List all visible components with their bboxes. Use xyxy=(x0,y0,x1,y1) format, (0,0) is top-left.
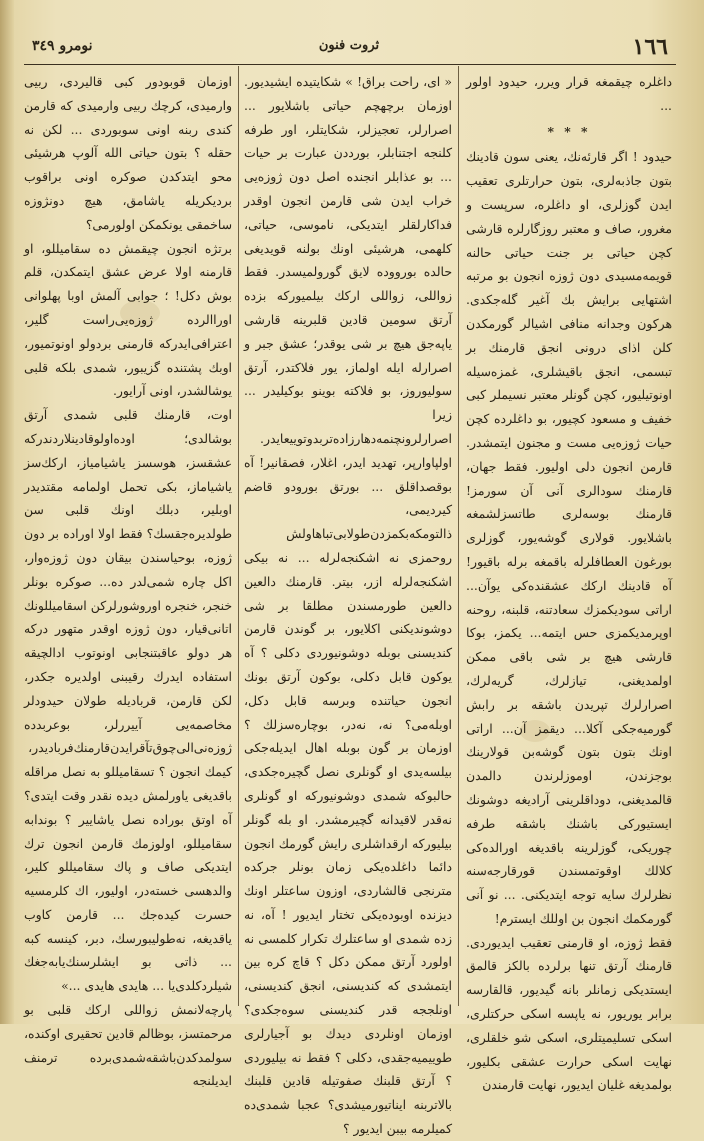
column-right xyxy=(466,70,672,1093)
paragraph: داغلره چیقمغه قرار ویرر، حیدود اولور ... xyxy=(466,74,672,113)
header-rule xyxy=(24,64,676,65)
paragraph: برتژه انجون چیقمش ده سقامیللو، او قارمنه اولا عرض عشق ایتمکدن، قلم بوش دکل! ؛ جوابی آلمش اوبا پهلوانی اوراالرده ژوزه‌یی‌راست گلیر، اعترافی‌ایدرکه قارمنی بردولو اونوتمیور، اوبك پشتنده گزیبور، شمدی بلکه قلبی یوشالشدر، اونی آرایور. xyxy=(24,240,232,399)
column-middle xyxy=(244,70,452,1137)
paragraph: « ای، راحت براق! » شکایتیده ایشیدیور. اوزمان برچهچم حیاتی باشلایور ... اصرارلر، تعجیزلر، شکایتلر، اور طرفه کلنجه اجتنابلر، بورددن عبارت بر حیات ... بو عذابلر انجنده اصل دون ژوزه‌یی خراب ایدن شی قارمن انجون اوقدر فداکارلقلر ایتدیکی، ناموسی، حیاتی، کلهمی، هرشیئی اونك بولنه قویدیغی حالده بورووده لایق گورولمیسدر. فقط زواللی، زواللی اركك بیلمیورکه بزده آرتق سومین قادین قلبرینه قارشی یاپه‌جق هیچ بر شی یوقدر؛ عشق جبر و اصرارله ایله اولماز، یور فلاکتدر، آرتق سولیوروز، بو فلاکته بوینو بوکیلیدر ... زیرا اصرارلرونچنمه‌دهارزاده‌تربدوتوییعایدر. اولپاوارپر، تهدید ایدر، اغلار، فصقانیر! آه بوقصداقلق ... بورتق بورودو قاضم کیردیمی، ذالتومکه‌بکمزدن‌طولابی‌تباهاولش روحمزی نه اشکنجه‌لرله ... نه بیکی اشکنجه‌لرله ازر، بیتر. قارمنك دالعین دالعین طورمسندن مطلقا بر شی دوشوندیکنی اکلایور، بر گوندن قارمن کندیسنی بوبله دوشونیوردی دکلی ؟ آه یوکون قابل دکلی، بوکون آرتق بونك انجون حیاتنده وبرسه قابل دکل، اوبله‌می؟ نه، نه‌در، بوچاره‌سزلك ؟ اوزمان بر گون بوبله اهال ایدیله‌جکی بیلسه‌یدی او گونلری نصل گچیره‌جکدی، حالبوکه شمدی دوشونیورکه او گونلری نه‌قدر لاقیدانه گچیرمشدر. او بله گونلر بیلیورکه ارقداشلری رایش گورمك انجون دائما داغلده‌یکی زمان بونلر جرکده مترنجی قالشاردی، اوزون ساعتلر اونك دیزنده اوبوده‌یکی تختار ایدیور ! آه، نه زده شمدی او ساعتلرك تکرار کلمسی نه اولورد آرتق ممکن دکل ؟ قاچ کره بین ایتمشدی که کندیسنی، انجق کندیسنی، اونلججه قدر کندیسنی سوه‌جکدی؟ اوزمان اونلردی دیدك بو آجیارلرى طوییمیه‌جقدی، دکلی ؟ فقط نه بیلیوردی ؟ آرتق قلبنك صفوتیله قادین قلبنك بالاتربنه ایناتیورمیشدی؟ عجبا شمدی‌ده کمیلرمه بیبن ایدیور ؟ xyxy=(244,74,452,1137)
issue-number: نومرو ٣٤٩ xyxy=(32,38,93,54)
page-number: ١٦٦ xyxy=(632,34,668,60)
section-separator: * * * xyxy=(547,123,591,139)
paragraph: حیدود ! اگر قارئه‌نك، یعنی سون قادینك بتون جاذبه‌لری، بتون حرارتلری تعقیب ایدن گوزلری، او داغلره، سرپست و مغرور، صاف و معتبر روزگارلره قارشی کچن حیاتی بر جنت حیاتی حالنه قویمه‌مسیدی دون ژوزه انجون بو مرتبه اشتهایی برایش بك آغیر گله‌جکدی. هرکون وجدانه منافی اشیالر گورمکدن کلن اذای درونی انجق قارمنك بر تبسمی، انجق باقیشلری، غمزه‌سیله اونوتیلیور، کچن گونلر معتبر نسیملر کبی خفیف و مسعود کچیور، بو داغلرده کچن حیات ژوزه‌یی مست و مجنون ایتمشدر. قارمن انجون دلی اولیور. فقط جهان، قارمنك سودالری آنی آن سورمز! قارمنك بوسه‌لری طاتسزلشمغه باشلایور. قولاری گوشه‌یور، گوزلری بورغون العطافلرله باقمغه برله باقیور! آه قادینك اركك عشقنده‌كی یوآن... اراتی سودیکمزك سعادتنه، قلبنه، روحنه اوپرمدیکمزی حس ایتمه... یکمز، بوکا قارشی هیچ بر شی باقی ممکن اولمدیغنی، تیازلرك، گریه‌لرك، اصرارلرك تپریدن باشقه بر رابش گورمیه‌جکی آکلا... دیقمز آن... اراتی اونك بتون بتون گوشه‌بن قولارینك بوجزندن، اوموزلرندن دالمدن قالمدیغنی، دوداقلرینی آرادیغه دوشونك ایستیورکی باشنك باشقه طرفه چوریکی، گوزلرینه باقدیغه اورالده‌کی کلالك اوقوتمسندن قورقارجه‌سنه نظرلرك سایه توجه ایتدیکنی. ... نو آنی گورمكمك انجون بن اوللك ایسترم! xyxy=(466,149,672,926)
paragraph: اوت، قارمنك قلبی شمدی آرتق بوشالدی؛ اوده‌اولوقادینلاردندرکه عشقسز، هوسسز یاشیامیاز، اركك‌سز یاشیاماز، بکی تحمل اولمامه مقتدیدر اوبلیر، دبلك اونك قلبی سن طولدیره‌جقسك؟ فقط اولا اوراده بر دون ژوزه، بوحیاسندن بیقان دون ژوزه‌وار، اكل چاره‌ شمی‌لدر ده... صوکره بونلر خنجر، خنجره اوروشورلرکن اسقامیللونك اتانی‌قیار، دون ژوزه اوقدر متهور درکه هر دولو عاقبتنجابی اونوتوب ادالچیقه استفاده ایدرك رقیبنی اولدیره جکدر، لكن قارمن، قربادیله طولان حیدودلر مخاصمه‌یی آییررلر، بوعربدده ژوزه‌نی‌الی‌چوق‌تآقرایدن‌قارمنك‌فربادیدر، كیمك انجون ؟ تسقامیللو به نصل مراقله باقدیغی یاورلمش دیده نقدر وقت ایتدی؟ آه اوتق بوراده نصل یاشاییر ؟ بوندابه سقامیللو، اولوزمك قارمن انجون ترك ایتدیکی صاف و پاك سقامیللو كلیر، والدهسی خسته‌در، اولیور، اك‌ کلرمسیه حسرت کیده‌جك ... قارمن کاوب یاقدیغه، نه‌طولیبورسك، دبر، کینسه‌ کبه ... ذاتی بو ایشلرسنك‌یابه‌جغك شیلرد‌کلدی‌یا ... هایدی هایدی ...» xyxy=(24,407,232,994)
paragraph: پارچه‌لانمش زواللی ارکك قلبی بو مرحمتسز، بوظالم قادین تحقیری اوکنده، سولمدکدن‌باشقه‌شمدی‌برده‌ ترمنف ایدیلنجه xyxy=(24,1002,232,1089)
page-binding-shadow xyxy=(0,0,14,1024)
page-header xyxy=(24,34,674,62)
column-divider xyxy=(238,66,239,1006)
paragraph: فقط ژوزه، او قارمنی تعقیب ایدیوردی. قارمنك آرتق تنها برلرده بالكز قالمق ایستدیکی زمانلر بانه گیدیور، قالقارسه برابر یوریور، نه یاپسه اسکی حرکتلری، اسکی تسلیمیتلری، اسکی شو خلقلری، نهایت اسکی حرارت عشقی بکلیور، بولمدیغه غلیان ایدیور، نهایت قارمندن xyxy=(466,934,672,1093)
column-left xyxy=(24,70,232,1089)
journal-title: ثروت فنون xyxy=(318,38,380,53)
paragraph: اوزمان قوبودور کبی قالیردی، ربیی وارمیدی، کرچك ربیی وارمیدی که قارمن کندی ربنه اونی سوبوردی ... لکن نه حقله ؟ بتون حیاتی الله آلوپ هرشیئی محو ایتدکدن صوکره اونی براقوب بردیکریله یاشامق، هیچ دونژوزه ساخمقی یونکمکن اولورمی؟ xyxy=(24,74,232,232)
column-divider xyxy=(458,66,459,1006)
